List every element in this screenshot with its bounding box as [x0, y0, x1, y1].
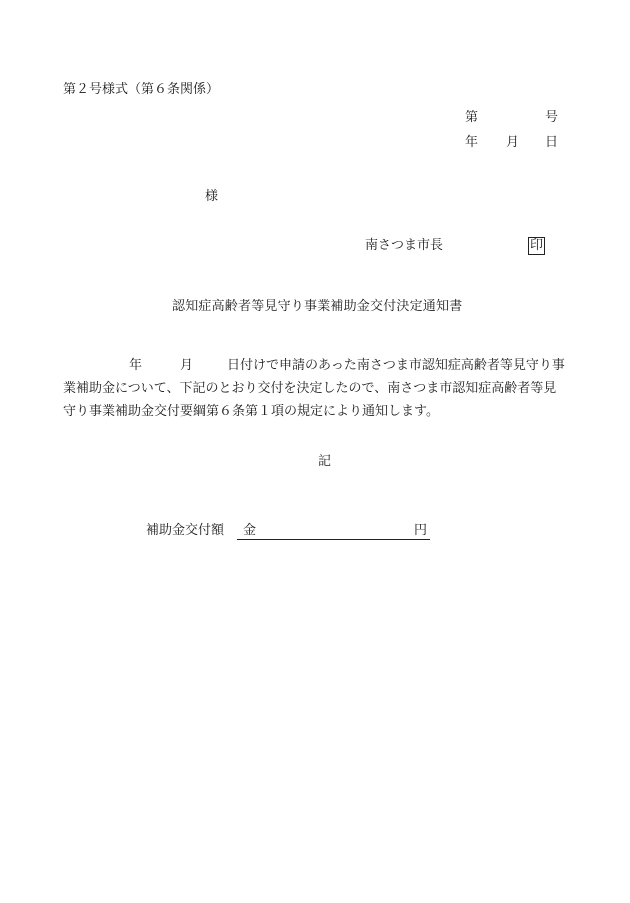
seal-stamp: 印 — [530, 238, 544, 253]
document-title: 認知症高齢者等見守り事業補助金交付決定通知書 — [172, 299, 463, 314]
issuer-name: 南さつま市長 — [365, 238, 444, 253]
amount-label: 補助金交付額 — [146, 523, 225, 538]
recipient-honorific: 様 — [205, 189, 219, 204]
issue-date-month: 月 — [506, 135, 520, 150]
notice-body-line-3: 守り事業補助金交付要綱第６条第１項の規定により通知します。 — [63, 404, 439, 419]
form-number-label: 第２号様式（第６条関係） — [63, 82, 220, 97]
document-number-prefix: 第 — [465, 110, 479, 125]
body-line1-text: 日付けで申請のあった南さつま市認知症高齢者等見守り事 — [227, 358, 565, 373]
body-month: 月 — [180, 358, 194, 373]
ki-heading: 記 — [318, 454, 332, 469]
amount-unit: 円 — [413, 523, 427, 538]
amount-prefix: 金 — [243, 523, 257, 538]
notice-body — [63, 354, 573, 423]
notice-body-line-2: 業補助金について、下記のとおり交付を決定したので、南さつま市認知症高齢者等見 — [63, 381, 557, 396]
issue-date-day: 日 — [544, 135, 558, 150]
body-year: 年 — [129, 358, 143, 373]
amount-field — [237, 523, 430, 540]
document-number-suffix: 号 — [544, 110, 558, 125]
notice-body-line-1 — [63, 354, 573, 377]
issue-date-year: 年 — [465, 135, 479, 150]
